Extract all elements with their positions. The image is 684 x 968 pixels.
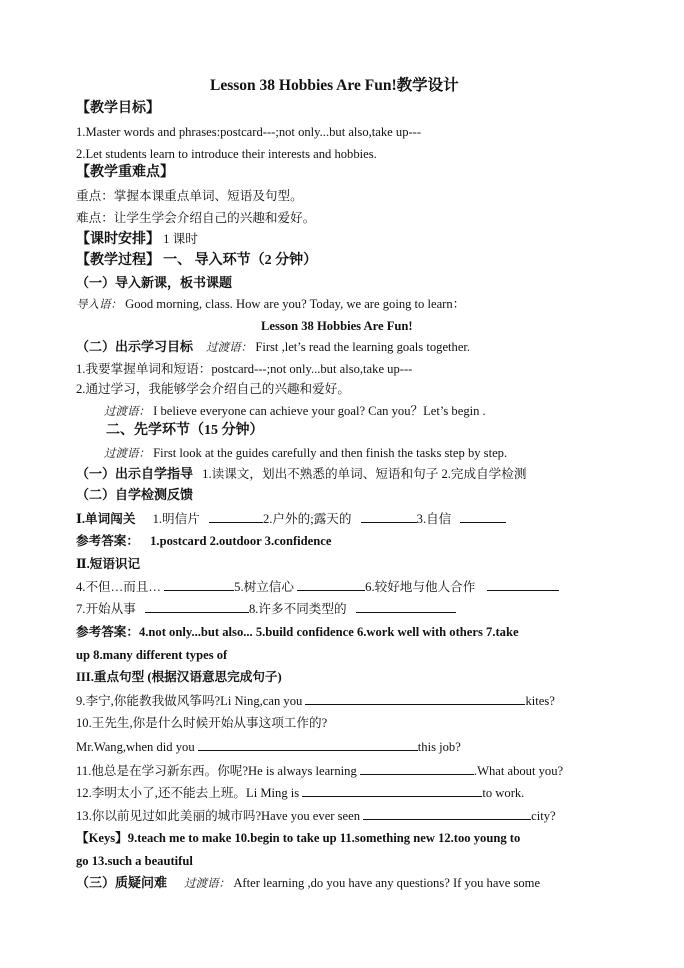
goals-heading: 【教学目标】 [76, 101, 160, 116]
sentence-q11-blank[interactable] [360, 762, 474, 775]
phrase-q5-blank[interactable] [297, 578, 365, 591]
intro-subheading: （一）导入新课，板书课题 [76, 275, 233, 290]
objective-item-2: 2.通过学习，我能够学会介绍自己的兴趣和爱好。 [76, 382, 350, 396]
objectives-text: First ,let’s read the learning goals together. [255, 340, 471, 354]
sentence-q9 [76, 692, 555, 709]
process-heading: 【教学过程】 [76, 253, 160, 268]
process-line [76, 252, 317, 269]
phrase-q4: 4.不但…而且… [76, 580, 162, 594]
objectives-label: 过渡语： [206, 342, 253, 354]
part1-heading: 一、 导入环节（2 分钟） [163, 253, 318, 268]
schedule-line [76, 231, 198, 248]
phrase-q8-blank[interactable] [356, 600, 456, 613]
goal-item-1: 1.Master words and phrases:postcard---;not only...but also,take up--- [76, 125, 422, 139]
keys-text: 9.teach me to make 10.begin to take up 11.something new 12.too young to [127, 831, 521, 845]
phrases-answer-1 [76, 624, 519, 640]
guide-line [76, 466, 526, 482]
sentence-q12 [76, 784, 524, 801]
phrase-q8: 8.许多不同类型的 [248, 602, 347, 616]
phrases-line-1 [76, 578, 559, 595]
sentence-q9-end: kites? [525, 694, 555, 708]
objectives-line [76, 339, 470, 356]
objectives-subheading: （二）出示学习目标 [76, 339, 194, 354]
keys-line-1 [76, 830, 520, 846]
transition-label: 过渡语： [104, 406, 150, 418]
questions-line [76, 875, 540, 892]
transition-text: I believe everyone can achieve your goal? Can you？Let’s begin . [153, 404, 486, 418]
keys-label: 【Keys】 [76, 831, 128, 845]
intro-label: 导入语： [76, 299, 122, 311]
word-q3-blank[interactable] [460, 510, 506, 523]
sentence-q11-text: 11.他总是在学习新东西。你呢?He is always learning [76, 764, 357, 778]
phrases-heading: Ⅱ.短语识记 [76, 557, 141, 571]
sentence-q9-blank[interactable] [305, 692, 525, 705]
sentence-q13-end: city? [531, 809, 556, 823]
phrases-answer-2: up 8.many different types of [76, 648, 228, 662]
objective-item-1: 1.我要掌握单词和短语：postcard---;not only...but also,take up--- [76, 362, 413, 376]
words-answer-text: 1.postcard 2.outdoor 3.confidence [150, 534, 332, 548]
words-answer [76, 533, 331, 549]
part2-heading: 二、先学环节（15 分钟） [106, 423, 264, 438]
sentence-q12-end: to work. [482, 786, 525, 800]
phrase-q4-blank[interactable] [164, 578, 234, 591]
sentence-q9-text: 9.李宁,你能教我做风筝吗?Li Ning,can you [76, 694, 303, 708]
sentence-q13-text: 13.你以前见过如此美丽的城市吗?Have you ever seen [76, 809, 361, 823]
phrases-answer-label: 参考答案： [76, 625, 139, 639]
keypoints-heading: 【教学重难点】 [76, 165, 174, 180]
phrase-q5: 5.树立信心 [234, 580, 294, 594]
intro-line [76, 296, 465, 313]
schedule-value: 1 课时 [163, 232, 198, 246]
phrase-q6-blank[interactable] [487, 578, 559, 591]
sentence-q12-blank[interactable] [302, 784, 482, 797]
sentences-heading: III.重点句型 (根据汉语意思完成句子) [76, 670, 282, 684]
sentence-q13 [76, 807, 556, 824]
word-q2-blank[interactable] [361, 510, 417, 523]
word-q1: 1.明信片 [152, 512, 200, 526]
document-title: Lesson 38 Hobbies Are Fun!教学设计 [210, 77, 459, 94]
phrase-q6: 6.较好地与他人合作 [365, 580, 476, 594]
word-q3: 3.自信 [416, 512, 452, 526]
guide-subheading: （一）出示自学指导 [76, 466, 194, 481]
difficult-point: 难点：让学生学会介绍自己的兴趣和爱好。 [76, 211, 316, 225]
sentence-q10-en-text: Mr.Wang,when did you [76, 740, 195, 754]
questions-label: 过渡语： [184, 878, 231, 890]
phrases-answer-text: 4.not only...but also... 5.build confidence 6.work well with others 7.take [138, 625, 519, 639]
sentence-q12-text: 12.李明太小了,还不能去上班。Li Ming is [76, 786, 300, 800]
words-answer-label: 参考答案： [76, 534, 139, 548]
words-heading: Ⅰ.单词闯关 [76, 512, 136, 526]
word-q1-blank[interactable] [209, 510, 263, 523]
sentence-q10: 10.王先生,你是什么时候开始从事这项工作的? [76, 716, 328, 730]
keys-line-2: go 13.such a beautiful [76, 854, 193, 868]
objectives-transition [104, 403, 486, 420]
phrases-line-2 [76, 600, 456, 617]
sentence-q10-blank[interactable] [198, 738, 418, 751]
guide-text: 1.读课文，划出不熟悉的单词、短语和句子 2.完成自学检测 [202, 467, 527, 481]
key-point: 重点：掌握本课重点单词、短语及句型。 [76, 189, 303, 203]
word-q2: 2.户外的;露天的 [262, 512, 352, 526]
phrase-q7: 7.开始从事 [76, 602, 136, 616]
goal-item-2: 2.Let students learn to introduce their interests and hobbies. [76, 147, 377, 161]
part2-label: 过渡语： [104, 448, 150, 460]
lesson-name: Lesson 38 Hobbies Are Fun! [261, 319, 413, 333]
part2-text: First look at the guides carefully and then finish the tasks step by step. [153, 446, 508, 460]
questions-text: After learning ,do you have any questions? If you have some [233, 876, 541, 890]
sentence-q10-en [76, 738, 461, 755]
sentence-q11-end: .What about you? [473, 764, 564, 778]
sentence-q10-end: this job? [417, 740, 461, 754]
part2-transition [104, 445, 507, 462]
intro-text: Good morning, class. How are you? Today, we are going to learn： [125, 297, 466, 311]
phrase-q7-blank[interactable] [145, 600, 249, 613]
check-subheading: （二）自学检测反馈 [76, 487, 194, 502]
questions-subheading: （三）质疑问难 [76, 875, 168, 890]
sentence-q13-blank[interactable] [363, 807, 531, 820]
schedule-heading: 【课时安排】 [76, 232, 160, 247]
words-line [76, 510, 506, 527]
sentence-q11 [76, 762, 563, 779]
